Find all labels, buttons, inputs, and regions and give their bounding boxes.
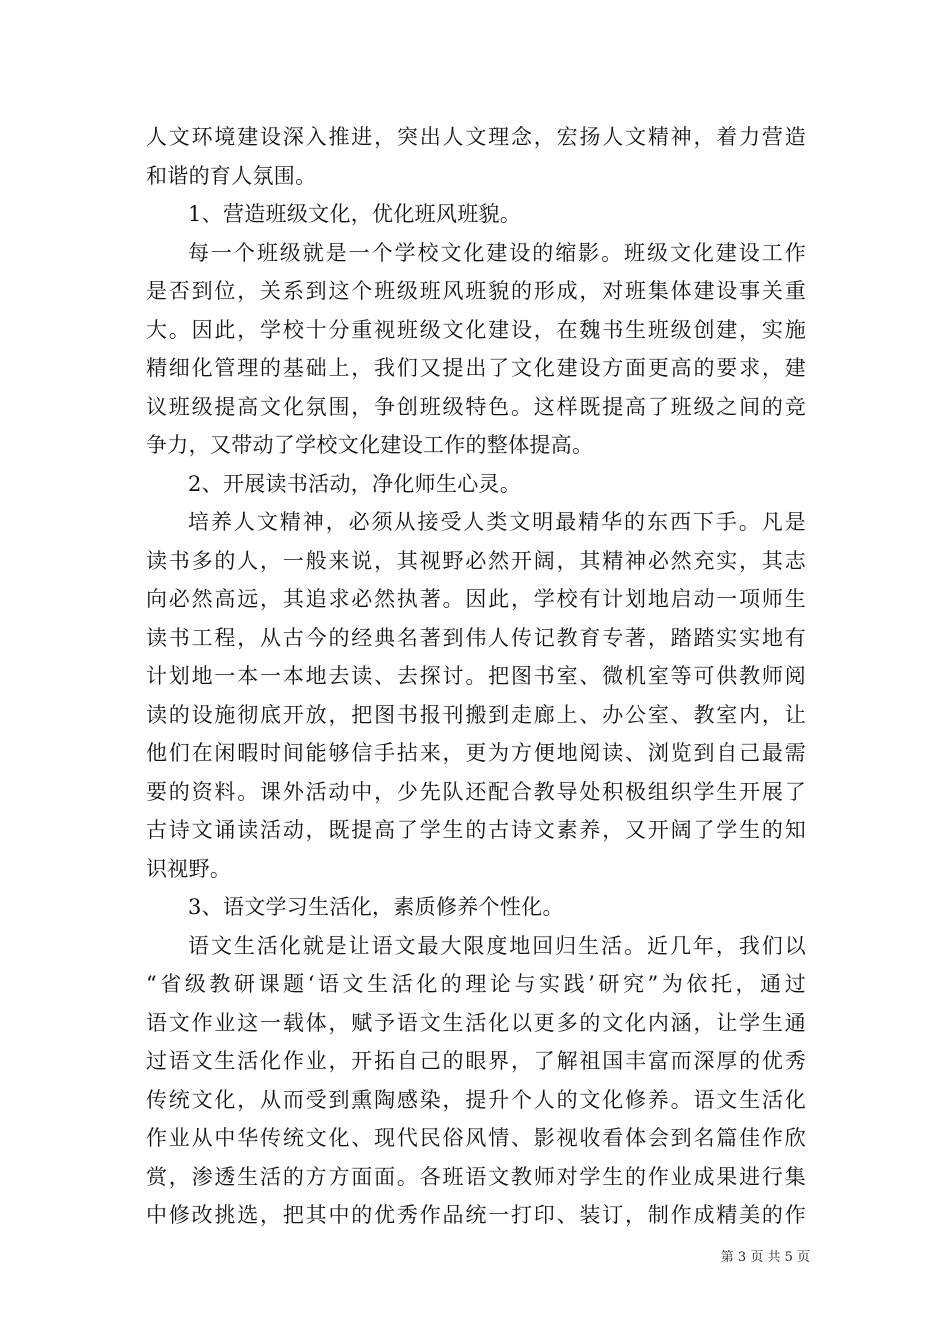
text-line: 计划地一本一本地去读、去探讨。把图书室、微机室等可供教师阅 (146, 664, 806, 688)
text-line: 他们在闲暇时间能够信手拈来，更为方便地阅读、浏览到自己最需 (146, 741, 806, 765)
document-body (146, 118, 806, 1235)
text-line: 传统文化，从而受到熏陶感染，提升个人的文化修养。语文生活化 (146, 1087, 806, 1112)
text-line: 中修改挑选，把其中的优秀作品统一打印、装订，制作成精美的作 (146, 1203, 806, 1227)
text-line: 2、开展读书活动，净化师生心灵。 (188, 471, 522, 496)
text-line: 语文作业这一载体，赋予语文生活化以更多的文化内涵，让学生通 (146, 1010, 806, 1035)
text-line: 赏，渗透生活的方方面面。各班语文教师对学生的作业成果进行集 (146, 1164, 806, 1189)
text-line: 读书工程，从古今的经典名著到伟人传记教育专著，踏踏实实地有 (146, 625, 806, 650)
text-line: 议班级提高文化氛围，争创班级特色。这样既提高了班级之间的竞 (146, 394, 806, 419)
text-line: 人文环境建设深入推进，突出人文理念，宏扬人文精神，着力营造 (146, 125, 806, 149)
text-line: 读的设施彻底开放，把图书报刊搬到走廊上、办公室、教室内，让 (146, 702, 806, 727)
text-line: 识视野。 (146, 856, 232, 881)
text-line: 培养人文精神，必须从接受人类文明最精华的东西下手。凡是 (188, 510, 806, 534)
text-line: 是否到位，关系到这个班级班风班貌的形成，对班集体建设事关重 (146, 279, 806, 303)
text-line: 精细化管理的基础上，我们又提出了文化建设方面更高的要求，建 (146, 356, 806, 380)
text-line: 作业从中华传统文化、现代民俗风情、影视收看体会到名篇佳作欣 (146, 1126, 806, 1150)
text-line: 语文生活化就是让语文最大限度地回归生活。近几年，我们以 (188, 933, 806, 958)
text-line: 读书多的人，一般来说，其视野必然开阔，其精神必然充实，其志 (146, 548, 806, 573)
text-line: 争力，又带动了学校文化建设工作的整体提高。 (146, 433, 594, 457)
text-line: 过语文生活化作业，开拓自己的眼界，了解祖国丰富而深厚的优秀 (146, 1049, 806, 1073)
text-line: 古诗文诵读活动，既提高了学生的古诗文素养，又开阔了学生的知 (146, 818, 806, 842)
text-line: 3、语文学习生活化，素质修养个性化。 (188, 895, 564, 919)
text-line: 大。因此，学校十分重视班级文化建设，在魏书生班级创建，实施 (146, 317, 806, 342)
text-line: 和谐的育人氛围。 (146, 163, 317, 188)
text-line: “省级教研课题‘语文生活化的理论与实践’研究”为依托，通过 (146, 972, 806, 996)
text-line: 每一个班级就是一个学校文化建设的缩影。班级文化建设工作 (188, 240, 806, 265)
text-line: 要的资料。课外活动中，少先队还配合教导处积极组织学生开展了 (146, 779, 806, 804)
text-line: 1、营造班级文化，优化班风班貌。 (188, 202, 522, 226)
page-number: 第 3 页 共 5 页 (720, 1250, 810, 1265)
text-line: 向必然高远，其追求必然执著。因此，学校有计划地启动一项师生 (146, 587, 806, 611)
